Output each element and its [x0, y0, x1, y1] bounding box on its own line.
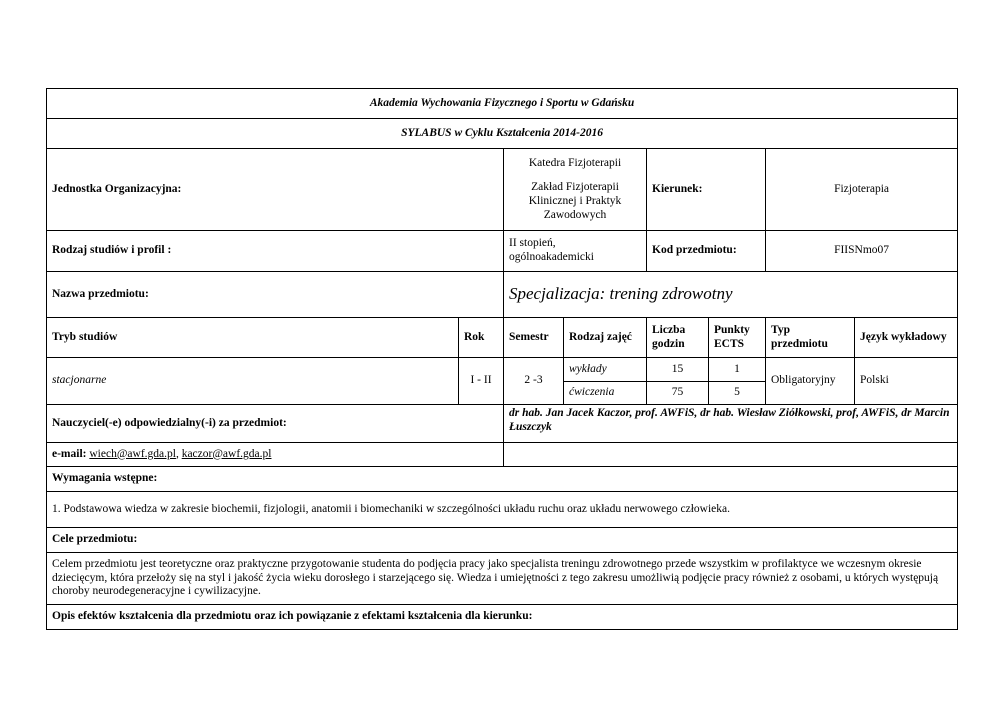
unit-division: Zakład Fizjoterapii Klinicznej i Praktyk Zawodowych — [528, 181, 622, 221]
course-rodzaj: ćwiczenia — [564, 382, 647, 405]
unit-department: Katedra Fizjoterapii — [528, 156, 622, 169]
course-typ: Obligatoryjny — [766, 358, 855, 405]
col-liczba: Liczba godzin — [647, 318, 709, 358]
goals-text: Celem przedmiotu jest teoretyczne oraz praktyczne przygotowanie studenta do podjęcia pracy jako specjalista treningu zdrowotnego przede wszystkim w profilaktyce we wczesnym okresie dziecięcym, która przełoży się na styl i jakość życia wieku dorosłego i starzejącego się. Wiedza i umiejętności z tego zakresu umożliwią podjęcie pracy również z osobami, u których występują choroby neurodegeneracyjne i cywilizacyjne. — [47, 553, 958, 605]
syllabus-title: SYLABUS w Cyklu Kształcenia 2014-2016 — [47, 119, 958, 149]
subject-value: Specjalizacja: trening zdrowotny — [504, 272, 958, 318]
course-godzin: 15 — [647, 358, 709, 382]
col-tryb: Tryb studiów — [47, 318, 459, 358]
requirements-text: 1. Podstawowa wiedza w zakresie biochemii, fizjologii, anatomii i biomechaniki w szczególności układu ruchu oraz układu nerwowego człowieka. — [47, 492, 958, 528]
subject-label: Nazwa przedmiotu: — [47, 272, 504, 318]
col-typ: Typ przedmiotu — [766, 318, 855, 358]
teachers-value: dr hab. Jan Jacek Kaczor, prof. AWFiS, dr hab. Wiesław Ziółkowski, prof, AWFiS, dr Marcin Łuszczyk — [504, 405, 958, 443]
teachers-label: Nauczyciel(-e) odpowiedzialny(-i) za przedmiot: — [47, 405, 504, 443]
course-ects: 5 — [709, 382, 766, 405]
course-rok: I - II — [459, 358, 504, 405]
email-link-kaczor[interactable]: kaczor@awf.gda.pl — [181, 447, 272, 460]
col-jezyk: Język wykładowy — [855, 318, 958, 358]
email-empty-cell — [504, 443, 958, 467]
col-semestr: Semestr — [504, 318, 564, 358]
course-rodzaj: wykłady — [564, 358, 647, 382]
kierunek-value: Fizjoterapia — [766, 149, 958, 231]
email-label: e-mail: — [52, 447, 87, 460]
email-link-wiech[interactable]: wiech@awf.gda.pl — [89, 447, 176, 460]
unit-label: Jednostka Organizacyjna: — [47, 149, 504, 231]
course-godzin: 75 — [647, 382, 709, 405]
academy-title: Akademia Wychowania Fizycznego i Sportu w Gdańsku — [47, 89, 958, 119]
unit-value — [504, 149, 647, 231]
requirements-label: Wymagania wstępne: — [47, 467, 958, 492]
outcomes-label: Opis efektów kształcenia dla przedmiotu oraz ich powiązanie z efektami kształcenia dla kierunku: — [47, 605, 958, 630]
course-ects: 1 — [709, 358, 766, 382]
syllabus-table — [46, 88, 958, 630]
col-rok: Rok — [459, 318, 504, 358]
email-cell — [47, 443, 504, 467]
code-label: Kod przedmiotu: — [647, 231, 766, 272]
kierunek-label: Kierunek: — [647, 149, 766, 231]
course-jezyk: Polski — [855, 358, 958, 405]
goals-label: Cele przedmiotu: — [47, 528, 958, 553]
course-semestr: 2 -3 — [504, 358, 564, 405]
studies-value: II stopień, ogólnoakademicki — [504, 231, 647, 272]
studies-label: Rodzaj studiów i profil : — [47, 231, 504, 272]
email-separator: , — [175, 447, 179, 460]
col-punkty: Punkty ECTS — [709, 318, 766, 358]
course-tryb: stacjonarne — [47, 358, 459, 405]
col-rodzaj: Rodzaj zajęć — [564, 318, 647, 358]
code-value: FIISNmo07 — [766, 231, 958, 272]
